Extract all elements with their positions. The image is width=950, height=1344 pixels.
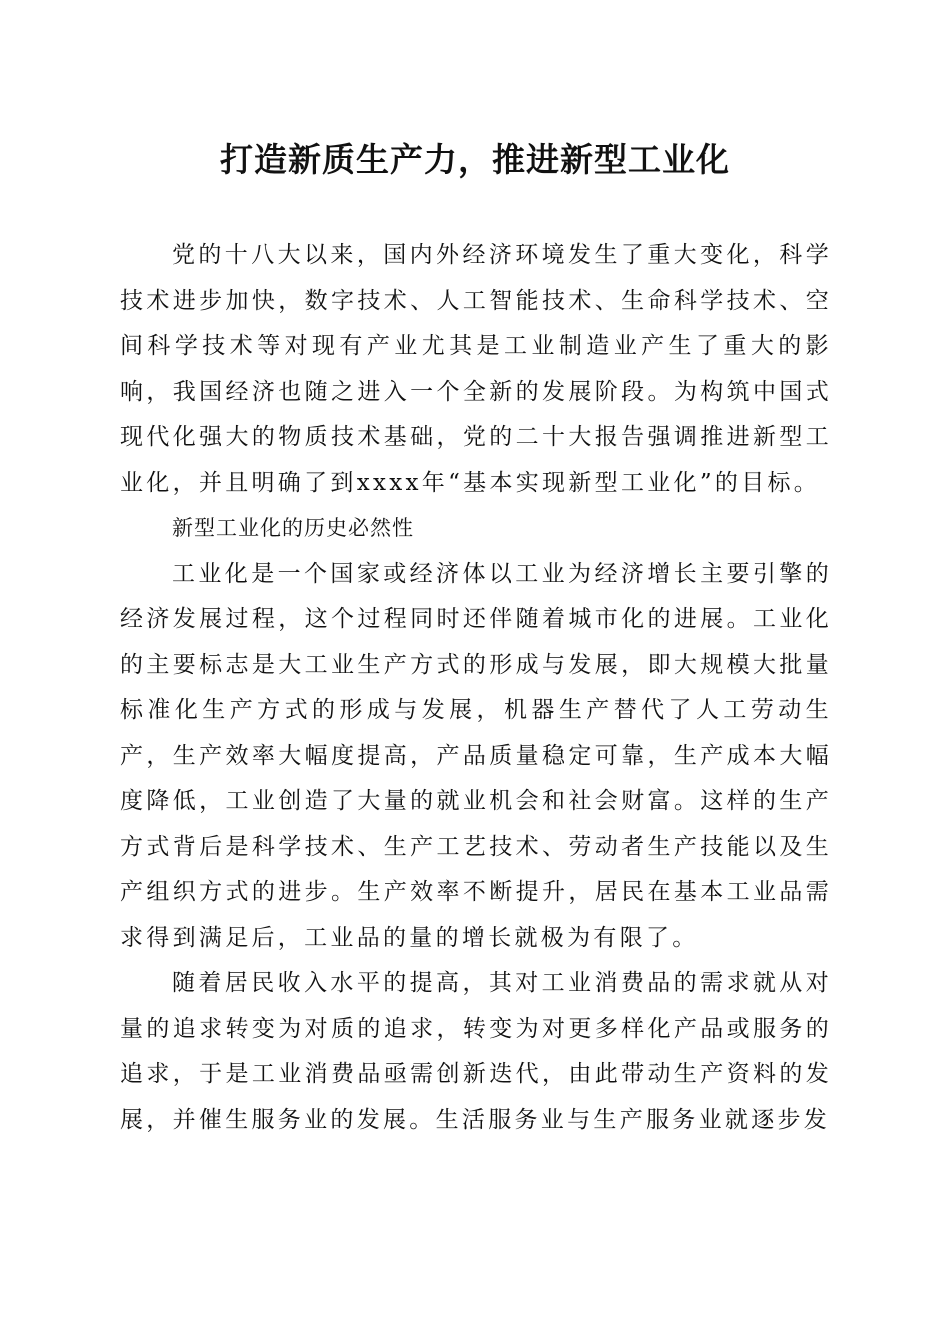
document-body [120, 233, 832, 1143]
document-title: 打造新质生产力，推进新型工业化 [220, 140, 730, 179]
section-heading: 新型工业化的历史必然性 [172, 516, 414, 540]
paragraph-intro: 党的十八大以来，国内外经济环境发生了重大变化，科学技术进步加快，数字技术、人工智能技术、生命科学技术、空间科学技术等对现有产业尤其是工业制造业产生了重大的影响，我国经济也随之进入一个全新的发展阶段。为构筑中国式现代化强大的物质技术基础，党的二十大报告强调推进新型工业化，并且明确了到xxxx年“基本实现新型工业化”的目标。 [120, 242, 832, 496]
paragraph-income-growth: 随着居民收入水平的提高，其对工业消费品的需求就从对量的追求转变为对质的追求，转变为对更多样化产品或服务的追求，于是工业消费品亟需创新迭代，由此带动生产资料的发展，并催生服务业的发展。生活服务业与生产服务业就逐步发 [120, 970, 832, 1133]
paragraph-industrialization: 工业化是一个国家或经济体以工业为经济增长主要引擎的经济发展过程，这个过程同时还伴随着城市化的进展。工业化的主要标志是大工业生产方式的形成与发展，即大规模大批量标准化生产方式的形成与发展，机器生产替代了人工劳动生产，生产效率大幅度提高，产品质量稳定可靠，生产成本大幅度降低，工业创造了大量的就业机会和社会财富。这样的生产方式背后是科学技术、生产工艺技术、劳动者生产技能以及生产组织方式的进步。生产效率不断提升，居民在基本工业品需求得到满足后，工业品的量的增长就极为有限了。 [120, 560, 832, 951]
